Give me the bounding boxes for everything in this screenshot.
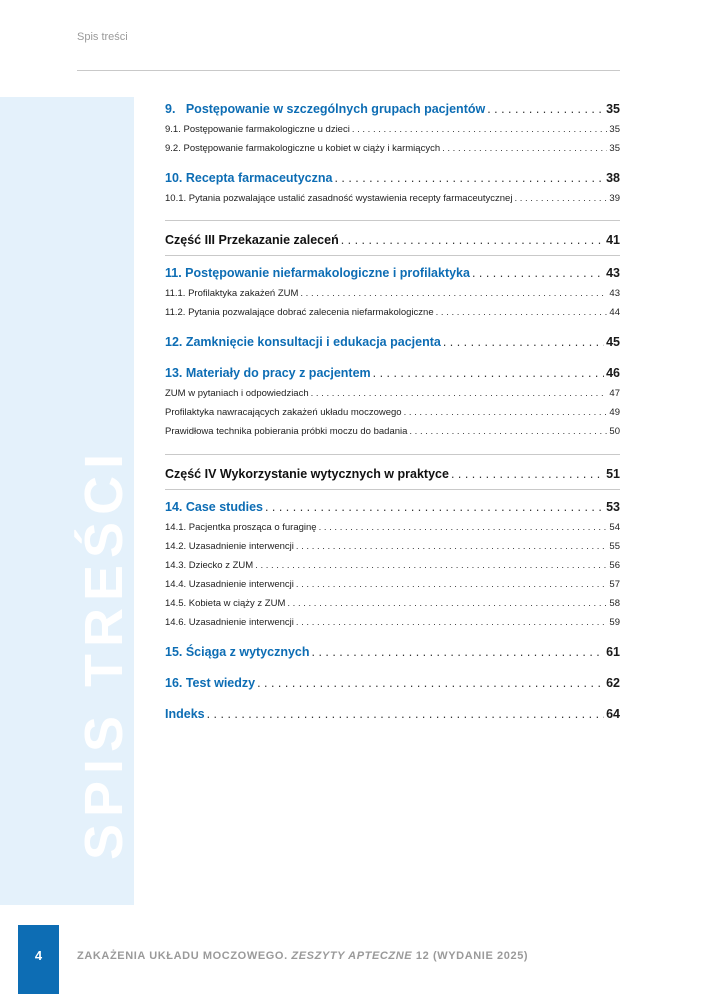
footer-title-start: ZAKAŻENIA UKŁADU MOCZOWEGO. [77, 950, 292, 962]
footer-title-italic: ZESZYTY APTECZNE [291, 950, 413, 962]
part-divider [165, 255, 620, 256]
toc-section-13-a[interactable]: ZUM w pytaniach i odpowiedziach . . . 47 [165, 384, 620, 403]
toc-chapter-9[interactable]: 9. Postępowanie w szczególnych grupach pacjentów . . . 35 [165, 98, 620, 120]
toc-index[interactable]: Indeks . . . 64 [165, 703, 620, 725]
toc-chapter-16[interactable]: 16. Test wiedzy . . . 62 [165, 672, 620, 694]
toc-section-14-1[interactable]: 14.1. Pacjentka prosząca o furaginę . . . 54 [165, 518, 620, 537]
toc-part-4[interactable]: Część IV Wykorzystanie wytycznych w praktyce . . . 51 [165, 463, 620, 485]
running-head: Spis treści [77, 31, 128, 43]
header-divider [77, 70, 620, 71]
toc-section-9-1[interactable]: 9.1. Postępowanie farmakologiczne u dzieci . . . 35 [165, 120, 620, 139]
footer-title-end: 12 (WYDANIE 2025) [412, 950, 529, 962]
part-divider [165, 489, 620, 490]
toc-section-9-2[interactable]: 9.2. Postępowanie farmakologiczne u kobiet w ciąży i karmiących . . . 35 [165, 139, 620, 158]
footer-title [77, 950, 528, 962]
toc-chapter-11[interactable]: 11. Postępowanie niefarmakologiczne i profilaktyka . . . 43 [165, 262, 620, 284]
toc-section-14-3[interactable]: 14.3. Dziecko z ZUM . . . 56 [165, 556, 620, 575]
toc-section-10-1[interactable]: 10.1. Pytania pozwalające ustalić zasadność wystawienia recepty farmaceutycznej . . . 39 [165, 189, 620, 208]
toc-section-11-1[interactable]: 11.1. Profilaktyka zakażeń ZUM . . . 43 [165, 284, 620, 303]
toc-section-13-c[interactable]: Prawidłowa technika pobierania próbki moczu do badania . . . 50 [165, 422, 620, 441]
table-of-contents [165, 98, 620, 725]
part-divider [165, 454, 620, 455]
toc-section-13-b[interactable]: Profilaktyka nawracających zakażeń układu moczowego . . . 49 [165, 403, 620, 422]
toc-section-14-4[interactable]: 14.4. Uzasadnienie interwencji . . . 57 [165, 575, 620, 594]
toc-part-3[interactable]: Część III Przekazanie zaleceń . . . 41 [165, 229, 620, 251]
side-title: SPIS TREŚCI [74, 446, 134, 860]
toc-chapter-13[interactable]: 13. Materiały do pracy z pacjentem . . . 46 [165, 362, 620, 384]
toc-section-11-2[interactable]: 11.2. Pytania pozwalające dobrać zalecenia niefarmakologiczne . . . 44 [165, 303, 620, 322]
toc-chapter-10[interactable]: 10. Recepta farmaceutyczna . . . 38 [165, 167, 620, 189]
part-divider [165, 220, 620, 221]
page-number: 4 [18, 925, 59, 994]
toc-section-14-5[interactable]: 14.5. Kobieta w ciąży z ZUM . . . 58 [165, 594, 620, 613]
toc-chapter-14[interactable]: 14. Case studies . . . 53 [165, 496, 620, 518]
toc-chapter-12[interactable]: 12. Zamknięcie konsultacji i edukacja pacjenta . . . 45 [165, 331, 620, 353]
toc-section-14-6[interactable]: 14.6. Uzasadnienie interwencji . . . 59 [165, 613, 620, 632]
toc-chapter-15[interactable]: 15. Ściąga z wytycznych . . . 61 [165, 641, 620, 663]
toc-section-14-2[interactable]: 14.2. Uzasadnienie interwencji . . . 55 [165, 537, 620, 556]
